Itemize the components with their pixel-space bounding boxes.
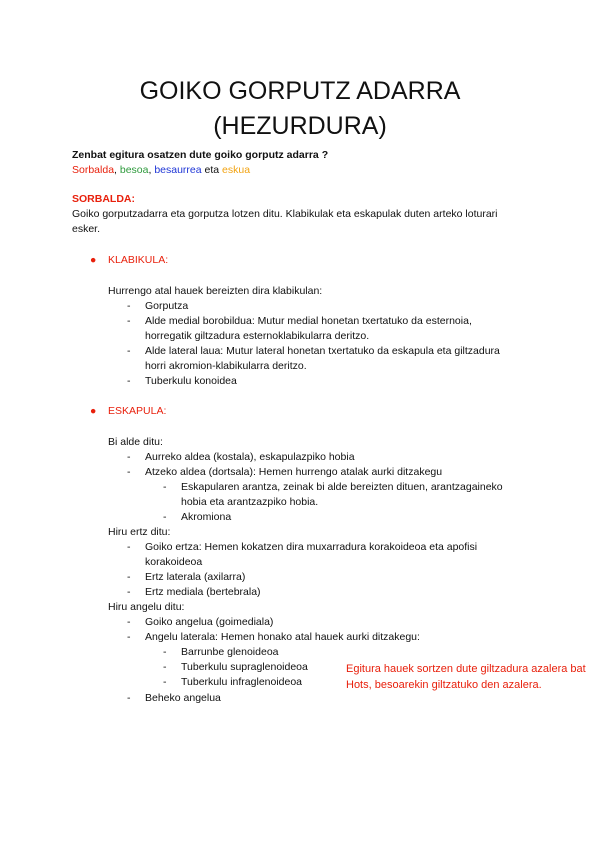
dash-icon: -	[127, 541, 131, 553]
ertz-item-cont: korakoideoa	[145, 556, 203, 568]
bullet-icon: ●	[90, 405, 97, 417]
answer-sorbalda: Sorbalda	[72, 164, 115, 176]
eskapula-title: ESKAPULA:	[108, 405, 167, 417]
question-text: Zenbat egitura osatzen dute goiko gorputz adarra ?	[72, 149, 329, 161]
answer-sep-3: eta	[201, 164, 223, 176]
sorbalda-desc-line1: Goiko gorputzadarra eta gorputza lotzen ditu. Klabikulak eta eskapulak duten arteko loturari	[72, 208, 498, 220]
eskapula-alde-item: Atzeko aldea (dortsala): Hemen hurrengo atalak aurki ditzakegu	[145, 466, 443, 478]
klabikula-item-cont: horri akromion-klabikularra deritzo.	[145, 360, 307, 372]
atzeko-sub-item-cont: hobia eta arantzazpiko hobia.	[181, 496, 319, 508]
side-note-line1: Egitura hauek sortzen dute giltzadura azalera bat	[346, 663, 586, 675]
dash-icon: -	[127, 631, 131, 643]
eskapula-ertzak-intro: Hiru ertz ditu:	[108, 526, 171, 538]
dash-icon: -	[127, 315, 131, 327]
klabikula-item: Alde lateral laua: Mutur lateral honetan txertatuko da eskapula eta giltzadura	[145, 345, 500, 357]
dash-icon: -	[127, 586, 131, 598]
dash-icon: -	[127, 375, 131, 387]
angelu-item: Goiko angelua (goimediala)	[145, 616, 274, 628]
dash-icon: -	[127, 451, 131, 463]
dash-icon: -	[127, 466, 131, 478]
answer-sep-2: ,	[148, 164, 155, 176]
angelu-item: Beheko angelua	[145, 692, 221, 704]
angelu-item: Angelu laterala: Hemen honako atal hauek aurki ditzakegu:	[145, 631, 420, 643]
bullet-icon: ●	[90, 254, 97, 266]
answer-besoa: besoa	[119, 164, 149, 176]
answer-eskua: eskua	[222, 164, 251, 176]
page-title-line2: (HEZURDURA)	[213, 112, 387, 140]
lateral-sub-item: Tuberkulu infraglenoideoa	[181, 676, 303, 688]
eskapula-aldeak-intro: Bi alde ditu:	[108, 436, 163, 448]
klabikula-item: Tuberkulu konoidea	[145, 375, 237, 387]
section-heading-sorbalda: SORBALDA:	[72, 193, 135, 205]
dash-icon: -	[163, 646, 167, 658]
answer-besaurrea: besaurrea	[154, 164, 202, 176]
dash-icon: -	[163, 661, 167, 673]
answer-sep-1: ,	[114, 164, 120, 176]
dash-icon: -	[127, 692, 131, 704]
atzeko-sub-item: Eskapularen arantza, zeinak bi alde bereizten dituen, arantzagaineko	[181, 481, 503, 493]
klabikula-item: Alde medial borobildua: Mutur medial honetan txertatuko da esternoia,	[145, 315, 472, 327]
dash-icon: -	[127, 571, 131, 583]
ertz-item: Ertz laterala (axilarra)	[145, 571, 246, 583]
answer-line	[72, 163, 250, 178]
lateral-sub-item: Tuberkulu supraglenoideoa	[181, 661, 308, 673]
eskapula-alde-item: Aurreko aldea (kostala), eskapulazpiko hobia	[145, 451, 355, 463]
dash-icon: -	[127, 616, 131, 628]
klabikula-item: Gorputza	[145, 300, 189, 312]
dash-icon: -	[127, 300, 131, 312]
ertz-item: Ertz mediala (bertebrala)	[145, 586, 261, 598]
side-note-line2: Hots, besoarekin giltzatuko den azalera.	[346, 679, 542, 691]
lateral-sub-item: Barrunbe glenoideoa	[181, 646, 279, 658]
ertz-item: Goiko ertza: Hemen kokatzen dira muxarradura korakoideoa eta apofisi	[145, 541, 478, 553]
dash-icon: -	[163, 481, 167, 493]
klabikula-title: KLABIKULA:	[108, 254, 169, 266]
page-title-line1: GOIKO GORPUTZ ADARRA	[139, 77, 461, 105]
dash-icon: -	[163, 511, 167, 523]
klabikula-item-cont: horregatik giltzadura esternoklabikularra deritzo.	[145, 330, 370, 342]
klabikula-intro: Hurrengo atal hauek bereizten dira klabikulan:	[108, 285, 323, 297]
dash-icon: -	[163, 676, 167, 688]
dash-icon: -	[127, 345, 131, 357]
atzeko-sub-item: Akromiona	[181, 511, 232, 523]
sorbalda-desc-line2: esker.	[72, 223, 101, 235]
eskapula-angeluak-intro: Hiru angelu ditu:	[108, 601, 185, 613]
